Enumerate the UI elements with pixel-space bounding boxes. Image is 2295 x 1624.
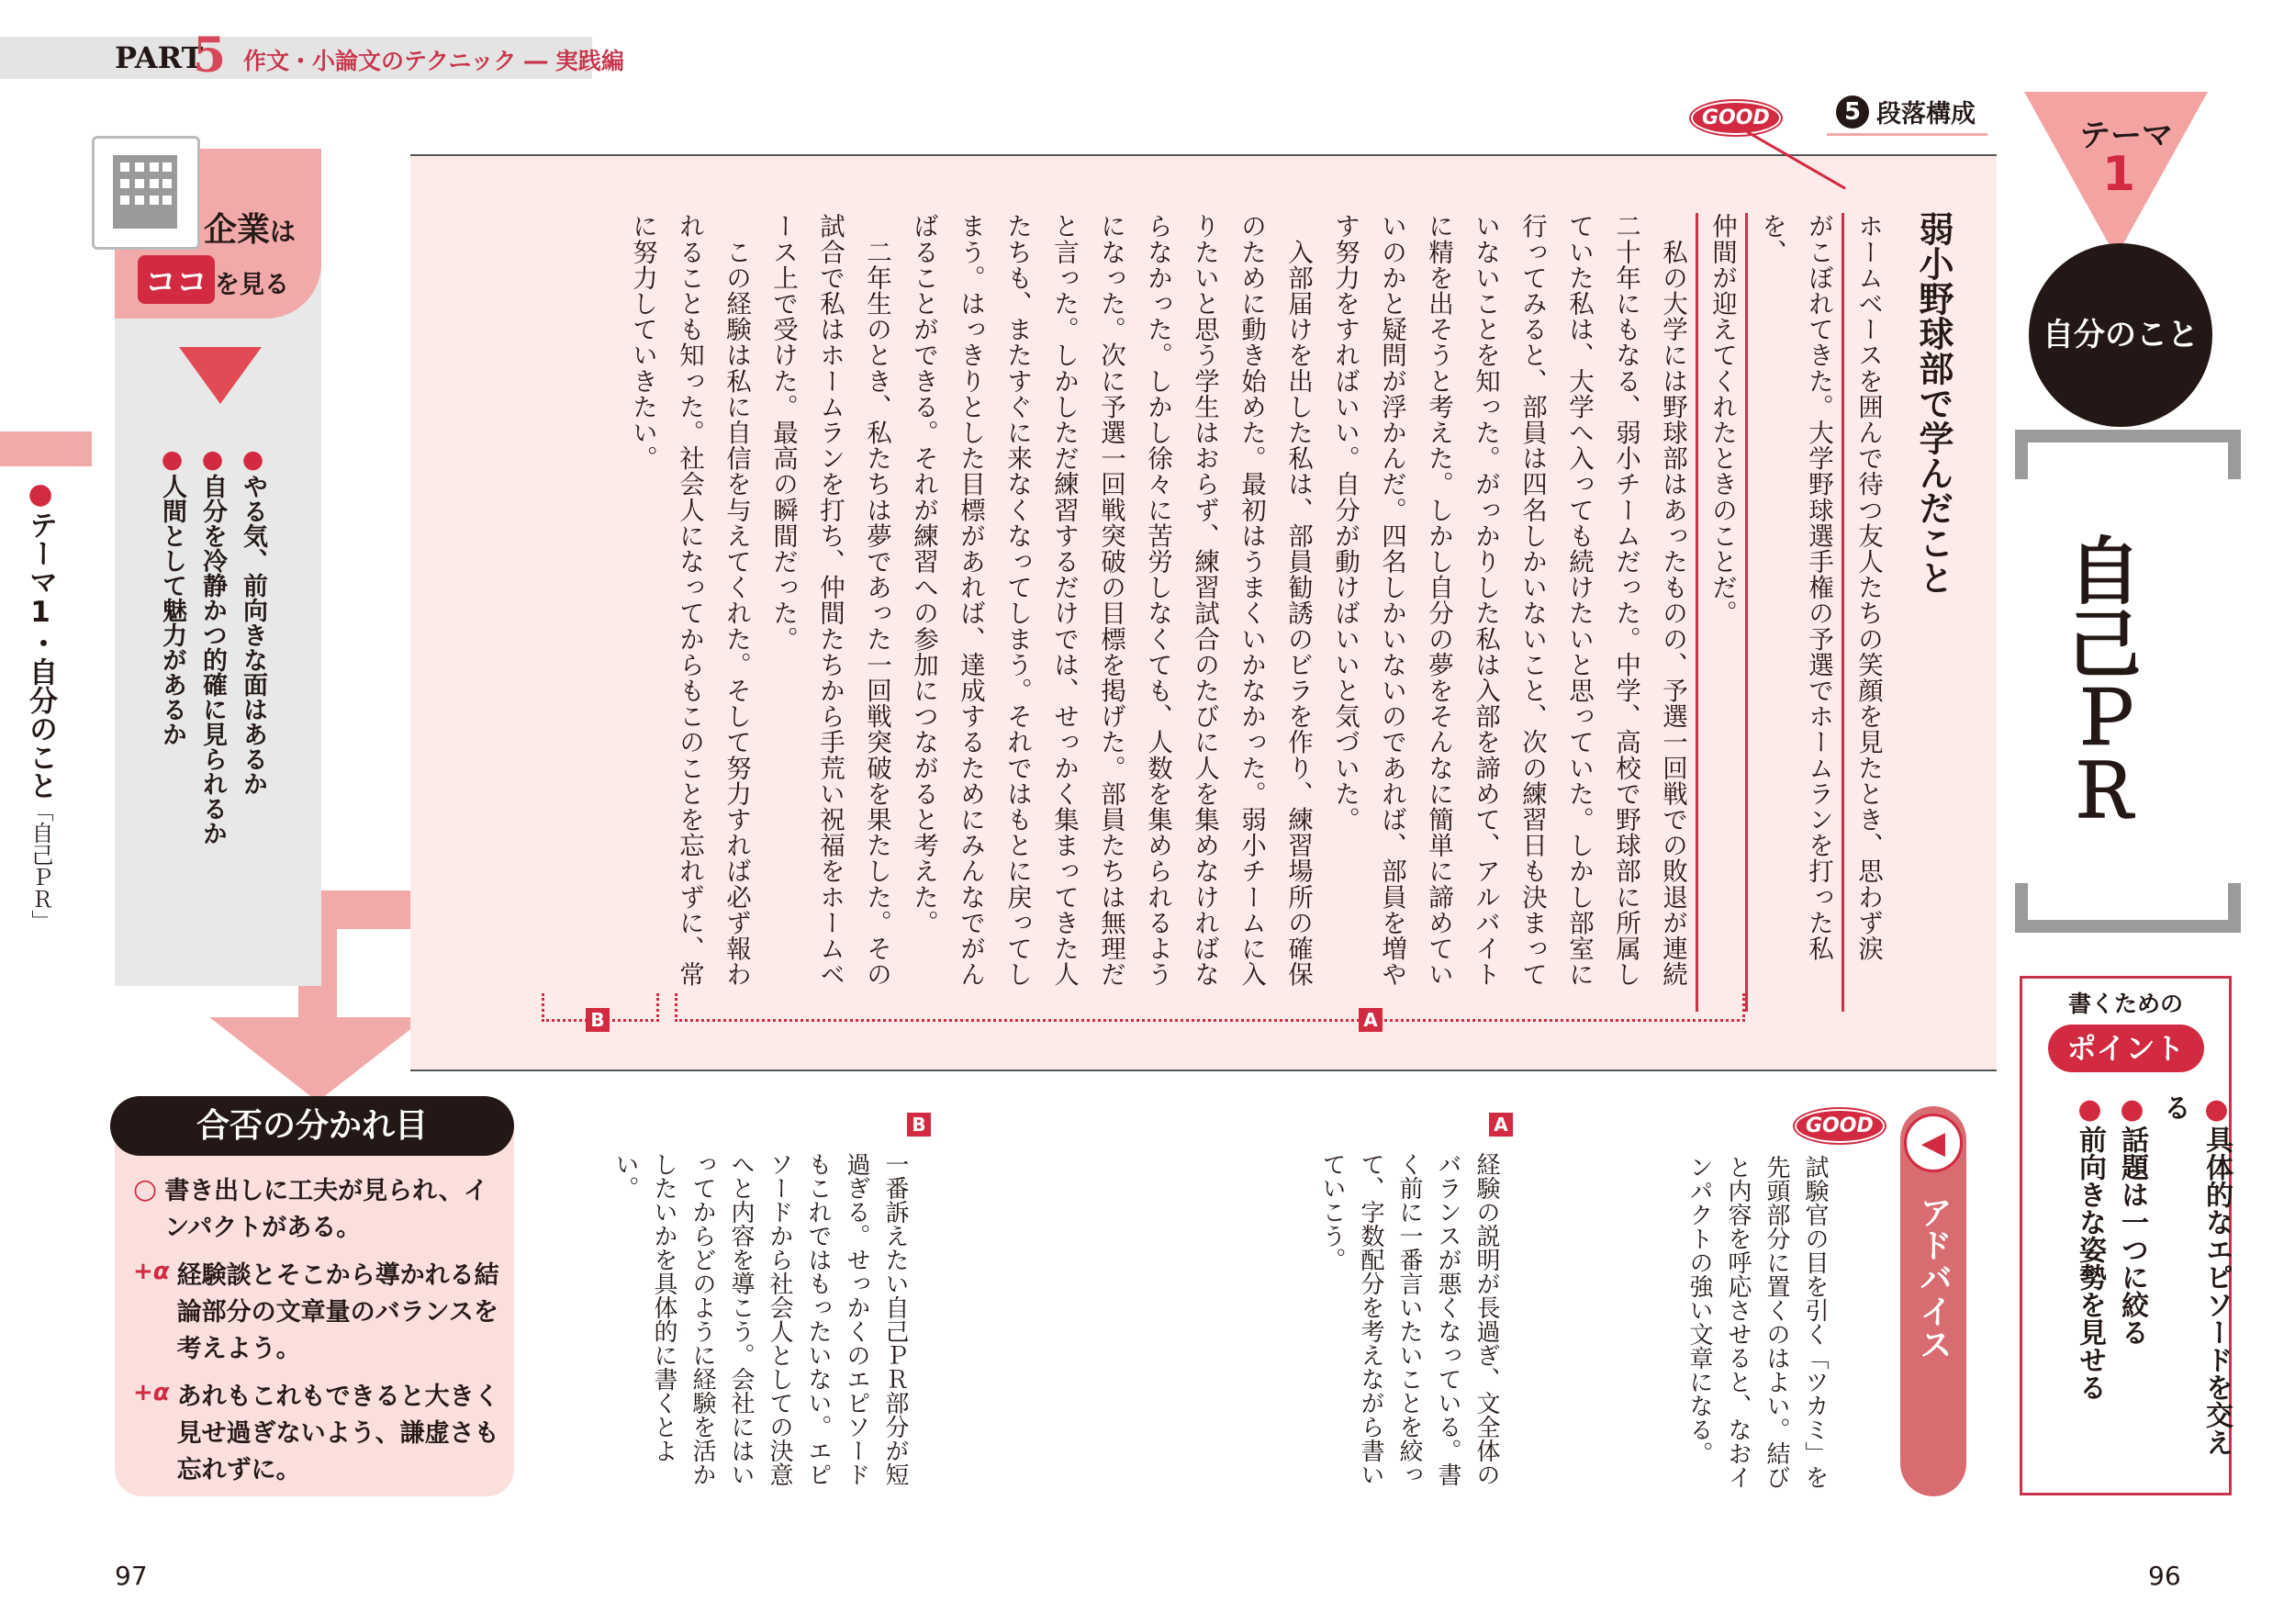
essay-line: 二十年にもなる、弱小チームだった。中学、高校で野球部に所属し bbox=[1611, 213, 1640, 987]
section-underline bbox=[1827, 133, 1987, 136]
point-badge: ポイント bbox=[2048, 1025, 2204, 1072]
advice-tab-label: アドバイス bbox=[1914, 1195, 1953, 1361]
section-title: 段落構成 bbox=[1876, 100, 1976, 129]
point-item: ●具体的なエピソードを交える bbox=[2158, 1093, 2233, 1456]
theme-title: 自己ＰＲ bbox=[2055, 532, 2141, 826]
left-edge-band bbox=[0, 431, 92, 466]
essay-line: 入部届けを出した私は、部員勧誘のビラを作り、練習場所の確保 bbox=[1283, 213, 1313, 987]
essay-line: す努力をすればいい。自分が動けばいいと気づいた。 bbox=[1330, 213, 1360, 833]
point-item: ●前向きな姿勢を見せる bbox=[2074, 1093, 2106, 1401]
kigyo-item: ●自分を冷静かつ的確に見られるか bbox=[198, 445, 227, 846]
advice-tab bbox=[1900, 1106, 1966, 1496]
point-list bbox=[2068, 1093, 2237, 1479]
point-item: ●話題は一つに絞る bbox=[2116, 1093, 2148, 1346]
essay-line: と言った。しかしただ練習するだけでは、せっかく集まってきた人 bbox=[1049, 213, 1079, 987]
essay-line: この経験は私に自信を与えてくれた。そして努力すれば必ず報わ bbox=[722, 213, 751, 987]
advice-good-text: 試験官の目を引く「ツカミ」を先頭部分に置くのはよい。結びと内容を呼応させると、なおインパクトの強い文章になる。 bbox=[1685, 1155, 1829, 1489]
bracket-a-marker: A bbox=[1359, 1008, 1383, 1032]
section-label bbox=[1836, 94, 1976, 129]
essay-line: に精を出そうと考えた。しかし自分の夢をそんなに簡単に諦めてい bbox=[1424, 213, 1453, 987]
page-number-right: 96 bbox=[2148, 1561, 2181, 1591]
essay-line: 仲間が迎えてくれたときのことだ。 bbox=[1696, 213, 1745, 1012]
gohi-item: +α 経験談とそこから導かれる結論部分の文章量のバランスを考えよう。 bbox=[133, 1258, 499, 1363]
part-title: 作文・小論文のテクニック ― 実践編 bbox=[243, 48, 624, 74]
essay-line: たちも、またすぐに来なくなってしまう。それではもとに戻ってし bbox=[1002, 213, 1032, 987]
kigyo-list bbox=[151, 445, 273, 923]
essay-line: に努力していきたい。 bbox=[628, 213, 657, 471]
essay-line: らなかった。しかし徐々に苦労しなくても、人数を集められるよう bbox=[1143, 213, 1172, 987]
down-arrow-big bbox=[209, 1017, 426, 1102]
page-number-left: 97 bbox=[115, 1561, 148, 1591]
essay-line: になった。次に予選一回戦突破の目標を掲げた。部員たちは無理だ bbox=[1096, 213, 1125, 987]
essay-line: のために動き始めた。最初はうまくいかなかった。弱小チームに入 bbox=[1237, 213, 1266, 987]
gohi-list bbox=[133, 1173, 505, 1489]
advice-arrow-icon: ◀ bbox=[1904, 1114, 1963, 1172]
essay-line: ばることができる。それが練習への参加につながると考えた。 bbox=[909, 213, 938, 935]
good-badge-essay: GOOD bbox=[1691, 101, 1781, 135]
gohi-item: ○ 書き出しに工夫が見られ、インパクトがある。 bbox=[133, 1173, 488, 1242]
essay-line: 試合で私はホームランを打ち、仲間たちから手荒い祝福をホームベ bbox=[815, 213, 845, 987]
theme-number: 1 bbox=[2102, 147, 2136, 202]
bracket-b-marker: B bbox=[586, 1008, 610, 1032]
theme-circle-text: 自分のこと bbox=[2043, 317, 2199, 353]
bracket-line-a bbox=[675, 993, 1745, 1022]
section-number: 5 bbox=[1836, 95, 1869, 129]
theme-circle bbox=[2029, 243, 2212, 427]
essay-line: 私の大学には野球部はあったものの、予選一回戦での敗退が連続 bbox=[1658, 213, 1687, 987]
essay-line: ース上で受けた。最高の瞬間だった。 bbox=[768, 213, 798, 652]
title-bracket-top bbox=[2015, 430, 2241, 479]
essay-line: ていた私は、大学へ入っても続けたいと思っていた。しかし部室に bbox=[1564, 213, 1594, 987]
essay-line: りたいと思う学生はおらず、練習試合のたびに人を集めなければな bbox=[1190, 213, 1219, 987]
kigyo-title: 企業は bbox=[204, 211, 297, 249]
part-label: PART bbox=[115, 40, 204, 75]
point-header: 書くための bbox=[2067, 991, 2183, 1017]
theme-label: テーマ bbox=[2079, 118, 2173, 154]
essay-line: いないことを知った。がっかりした私は入部を諦めて、アルバイト bbox=[1471, 213, 1500, 987]
kigyo-down-arrow bbox=[179, 347, 262, 404]
essay-line: いのかと疑問が浮かんだ。四名しかいないのであれば、部員を増や bbox=[1377, 213, 1406, 987]
essay-line: 行ってみると、部員は四名しかいないこと、次の練習日も決まって bbox=[1517, 213, 1547, 987]
essay-title: 弱小野球部で学んだこと bbox=[1913, 211, 1954, 595]
advice-a-label: A bbox=[1489, 1113, 1513, 1137]
sidebar-theme: ●テーマ1・自分のこと「自己ＰＲ」 bbox=[24, 477, 57, 932]
part-number: 5 bbox=[193, 28, 227, 84]
essay-body bbox=[528, 213, 1891, 1012]
essay-line: ホームベースを囲んで待つ友人たちの笑顔を見たとき、思わず涙 bbox=[1842, 213, 1891, 1012]
gohi-title: 合否の分かれ目 bbox=[110, 1096, 514, 1156]
essay-line: まう。はっきりとした目標があれば、達成するためにみんなでがん bbox=[956, 213, 985, 987]
title-bracket-bottom bbox=[2015, 883, 2241, 933]
essay-line: れることも知った。社会人になってからもこのことを忘れずに、常 bbox=[675, 213, 704, 987]
point-box bbox=[2020, 976, 2232, 1495]
good-badge-advice: GOOD bbox=[1795, 1109, 1885, 1143]
kigyo-item: ●人間として魅力があるか bbox=[158, 445, 186, 746]
building-icon bbox=[92, 136, 200, 250]
gohi-item: +α あれもこれもできると大きく見せ過ぎないよう、謙虚さも忘れずに。 bbox=[133, 1379, 499, 1484]
advice-b-label: B bbox=[907, 1113, 931, 1137]
kigyo-item: ●やる気、前向きな面はあるか bbox=[239, 445, 267, 796]
advice-b-text: 一番訴えたい自己ＰＲ部分が短過ぎる。せっかくのエピソードもこれではもったいない。エピソードから社会人としての決意へと内容を導こう。会社にはいってからどのように経験を活かしたいかを具体的に書くとよい。 bbox=[611, 1152, 909, 1486]
building-icon-svg bbox=[104, 148, 186, 236]
essay-line: 二年生のとき、私たちは夢であった一回戦突破を果たした。その bbox=[862, 213, 891, 987]
essay-line: がこぼれてきた。大学野球選手権の予選でホームランを打った私を、 bbox=[1745, 213, 1842, 1012]
advice-a-text: 経験の説明が長過ぎ、文全体のバランスが悪くなっている。書く前に一番言いたいことを絞って、字数配分を考えながら書いていこう。 bbox=[1318, 1152, 1500, 1486]
kigyo-subtitle: ココ を見る bbox=[138, 255, 289, 304]
